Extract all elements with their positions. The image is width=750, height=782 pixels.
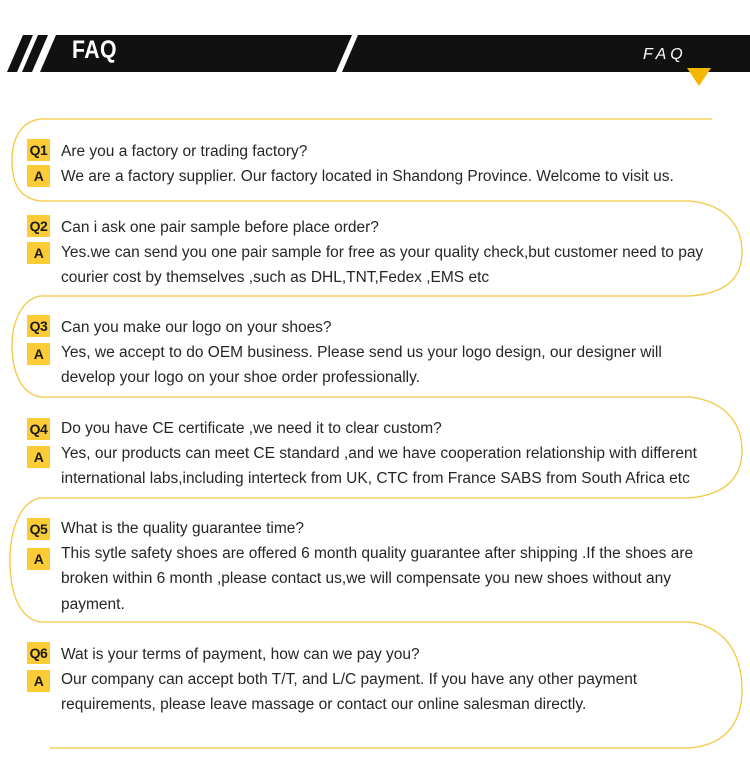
answer-badge: A <box>27 548 50 570</box>
question-badge: Q2 <box>27 215 50 237</box>
answer-line: Yes, we accept to do OEM business. Please send us your logo design, our designer will <box>61 344 662 361</box>
answer-line: Yes, our products can meet CE standard ,and we have cooperation relationship with different <box>61 445 697 462</box>
question-badge: Q1 <box>27 139 50 161</box>
question-text: What is the quality guarantee time? <box>61 520 304 537</box>
answer-badge: A <box>27 670 50 692</box>
answer-line: This sytle safety shoes are offered 6 month quality guarantee after shipping .If the shoes are <box>61 545 694 562</box>
question-text: Are you a factory or trading factory? <box>61 143 308 160</box>
answer-line: payment. <box>61 596 125 613</box>
question-text: Do you have CE certificate ,we need it to clear custom? <box>61 420 442 437</box>
answer-badge: A <box>27 343 50 365</box>
answer-badge: A <box>27 446 50 468</box>
answer-line: broken within 6 month ,please contact us,we will compensate you new shoes without any <box>61 570 672 587</box>
answer-line: requirements, please leave massage or contact our online salesman directly. <box>61 696 587 713</box>
faq-header-banner <box>0 0 750 90</box>
question-text: Can you make our logo on your shoes? <box>61 319 332 336</box>
answer-line: We are a factory supplier. Our factory located in Shandong Province. Welcome to visit us. <box>61 168 674 185</box>
answer-line: international labs,including interteck from UK, CTC from France SABS from South Africa etc <box>61 470 690 487</box>
answer-line: develop your logo on your shoe order professionally. <box>61 369 421 386</box>
answer-line: Yes.we can send you one pair sample for free as your quality check,but customer need to pay <box>61 244 704 261</box>
page-subtitle: FAQ <box>643 46 687 63</box>
answer-line: courier cost by themselves ,such as DHL,TNT,Fedex ,EMS etc <box>61 269 490 286</box>
question-text: Can i ask one pair sample before place order? <box>61 219 379 236</box>
answer-line: Our company can accept both T/T, and L/C payment. If you have any other payment <box>61 671 638 688</box>
page-title: FAQ <box>72 36 117 64</box>
chevron-down-icon <box>687 68 711 86</box>
answer-badge: A <box>27 242 50 264</box>
question-badge: Q4 <box>27 418 50 440</box>
answer-badge: A <box>27 165 50 187</box>
question-badge: Q5 <box>27 518 50 540</box>
question-text: Wat is your terms of payment, how can we pay you? <box>61 646 420 663</box>
question-badge: Q6 <box>27 642 50 664</box>
question-badge: Q3 <box>27 315 50 337</box>
